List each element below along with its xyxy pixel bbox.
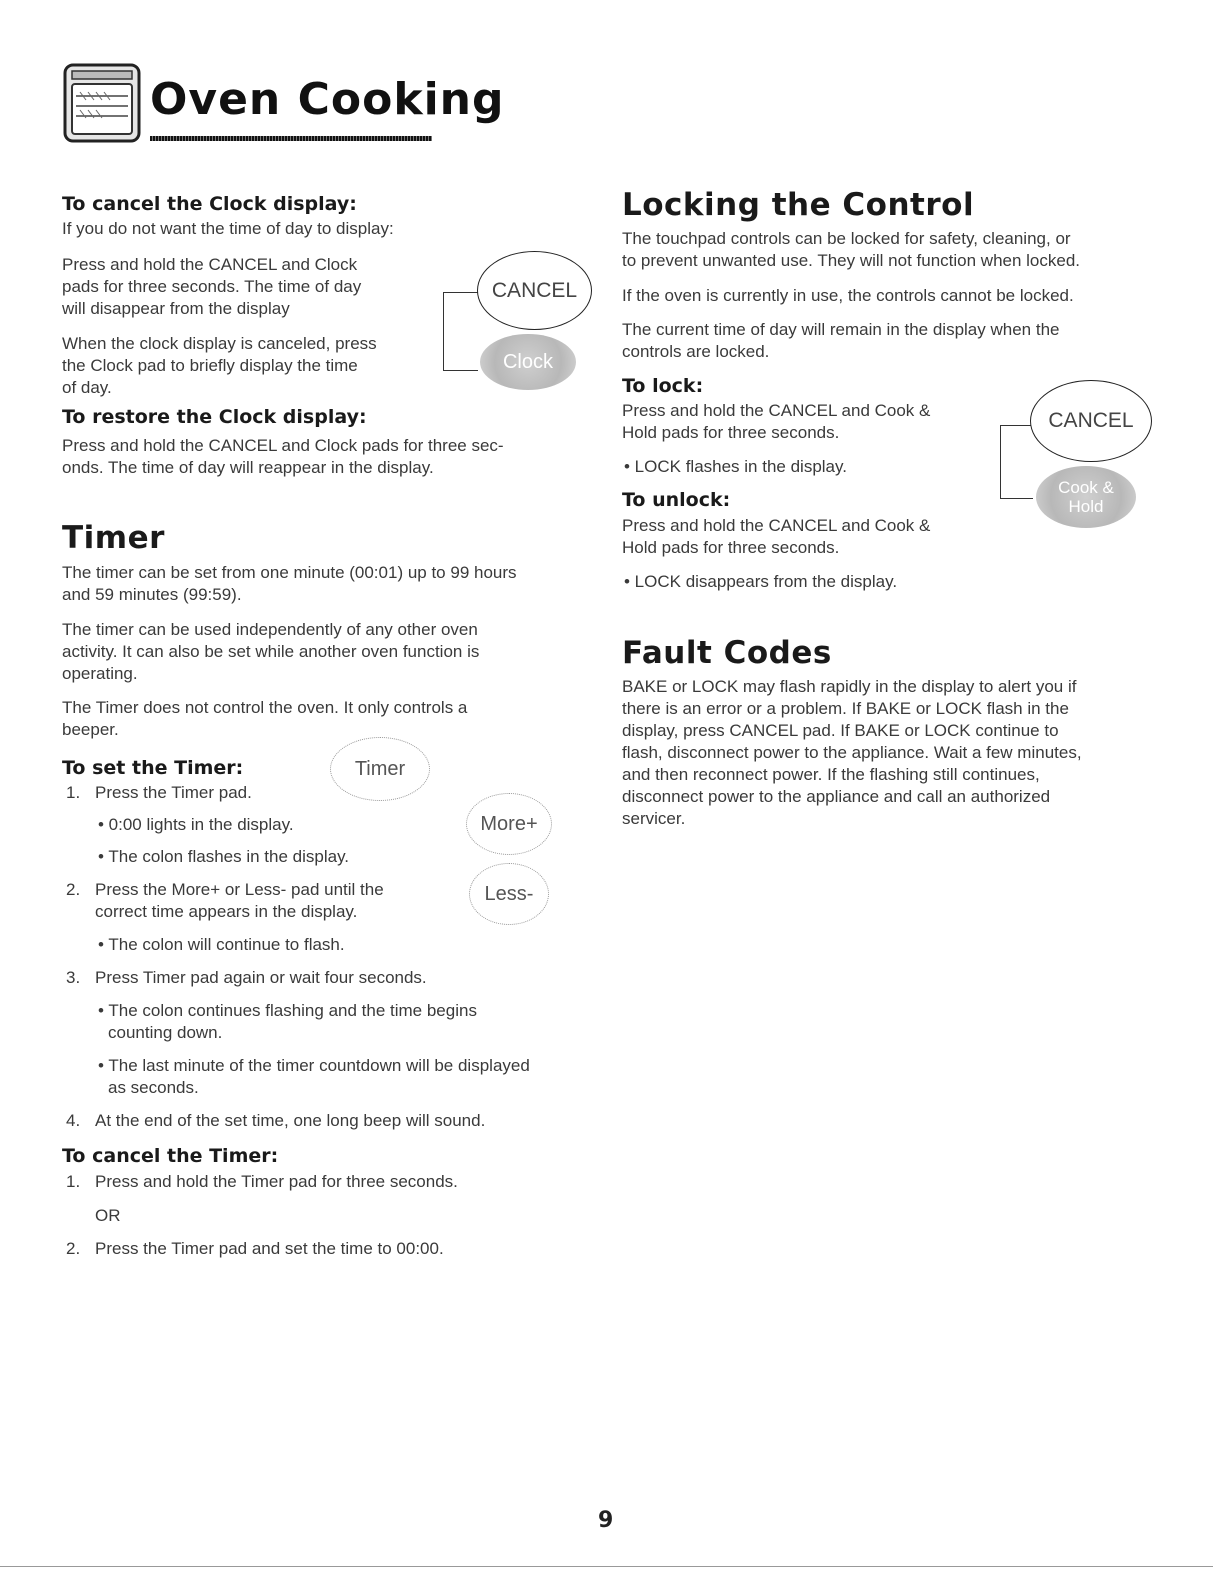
lock-cancel-pad bbox=[1030, 380, 1152, 462]
set-timer-step3-number: 3. bbox=[66, 968, 81, 987]
fault-codes-heading: Fault Codes bbox=[622, 635, 832, 671]
lock-bullet: • LOCK flashes in the display. bbox=[624, 457, 847, 476]
less-pad bbox=[469, 863, 549, 925]
set-timer-step1-bullet2: • The colon flashes in the display. bbox=[98, 847, 350, 866]
clock-pad-label: Clock bbox=[502, 350, 553, 373]
unlock-bullet: • LOCK disappears from the display. bbox=[624, 572, 898, 591]
set-timer-step3: Press Timer pad again or wait four seconds. bbox=[95, 968, 427, 987]
fault-line7: servicer. bbox=[622, 809, 686, 828]
cancel-clock-p1-line2: pads for three seconds. The time of day bbox=[62, 277, 362, 296]
lock-line1: Press and hold the CANCEL and Cook & bbox=[622, 401, 931, 420]
timer-heading: Timer bbox=[62, 520, 165, 556]
set-timer-step2-line2: correct time appears in the display. bbox=[95, 902, 358, 921]
fault-line1: BAKE or LOCK may flash rapidly in the display to alert you if bbox=[622, 677, 1077, 696]
set-timer-step4: At the end of the set time, one long beep will sound. bbox=[95, 1111, 486, 1130]
lock-heading: To lock: bbox=[622, 375, 704, 397]
cancel-clock-p1-line1: Press and hold the CANCEL and Clock bbox=[62, 255, 358, 274]
lock-cancel-pad-label: CANCEL bbox=[1048, 409, 1134, 432]
cancel-clock-p2-line1: When the clock display is canceled, press bbox=[62, 334, 377, 353]
set-timer-step1: Press the Timer pad. bbox=[95, 783, 252, 802]
cancel-clock-intro: If you do not want the time of day to display: bbox=[62, 219, 394, 238]
cancel-clock-heading: To cancel the Clock display: bbox=[62, 193, 357, 215]
page-number: 9 bbox=[598, 1508, 614, 1533]
footer-rule bbox=[0, 1566, 1213, 1567]
less-pad-label: Less- bbox=[484, 882, 534, 905]
set-timer-step3-bullet2-line1: • The last minute of the timer countdown will be displayed bbox=[98, 1056, 530, 1075]
set-timer-step3-bullet1-line2: counting down. bbox=[108, 1023, 223, 1042]
locking-p2: If the oven is currently in use, the controls cannot be locked. bbox=[622, 286, 1074, 305]
unlock-heading: To unlock: bbox=[622, 489, 731, 511]
more-pad bbox=[466, 793, 552, 855]
lock-line2: Hold pads for three seconds. bbox=[622, 423, 840, 442]
restore-clock-heading: To restore the Clock display: bbox=[62, 406, 367, 428]
cancel-timer-step1: Press and hold the Timer pad for three seconds. bbox=[95, 1172, 458, 1191]
fault-line3: display, press CANCEL pad. If BAKE or LOCK continue to bbox=[622, 721, 1059, 740]
cancel-timer-or: OR bbox=[95, 1206, 121, 1225]
cancel-timer-step2-number: 2. bbox=[66, 1239, 81, 1258]
timer-p3-line1: The Timer does not control the oven. It only controls a bbox=[62, 698, 468, 717]
timer-p2-line1: The timer can be used independently of any other oven bbox=[62, 620, 478, 639]
set-timer-step4-number: 4. bbox=[66, 1111, 81, 1130]
cancel-timer-step2: Press the Timer pad and set the time to 00:00. bbox=[95, 1239, 444, 1258]
timer-p2-line2: activity. It can also be set while another oven function is bbox=[62, 642, 480, 661]
cook-hold-pad-label-line2: Hold bbox=[1068, 497, 1104, 516]
timer-pad bbox=[330, 737, 430, 801]
timer-p2-line3: operating. bbox=[62, 664, 138, 683]
cancel-pad-label: CANCEL bbox=[491, 278, 578, 302]
unlock-line2: Hold pads for three seconds. bbox=[622, 538, 840, 557]
restore-clock-line1: Press and hold the CANCEL and Clock pads for three sec- bbox=[62, 436, 504, 455]
clock-pad bbox=[480, 334, 576, 390]
set-timer-step3-bullet1-line1: • The colon continues flashing and the time begins bbox=[98, 1001, 477, 1020]
locking-p1-line1: The touchpad controls can be locked for safety, cleaning, or bbox=[622, 229, 1071, 248]
page-title: Oven Cooking bbox=[150, 74, 505, 125]
fault-line2: there is an error or a problem. If BAKE or LOCK flash in the bbox=[622, 699, 1069, 718]
set-timer-step2-line1: Press the More+ or Less- pad until the bbox=[95, 880, 384, 899]
cancel-pad bbox=[477, 251, 592, 330]
cancel-clock-p2-line3: of day. bbox=[62, 378, 112, 397]
locking-p3-line2: controls are locked. bbox=[622, 342, 770, 361]
oven-icon bbox=[62, 62, 142, 144]
unlock-line1: Press and hold the CANCEL and Cook & bbox=[622, 516, 931, 535]
cancel-clock-p1-line3: will disappear from the display bbox=[62, 299, 290, 318]
title-underline bbox=[150, 136, 432, 141]
locking-p1-line2: to prevent unwanted use. They will not function when locked. bbox=[622, 251, 1081, 270]
timer-p3-line2: beeper. bbox=[62, 720, 119, 739]
cancel-timer-heading: To cancel the Timer: bbox=[62, 1145, 279, 1167]
lock-pad-bracket bbox=[1000, 425, 1033, 499]
timer-p1-line1: The timer can be set from one minute (00:01) up to 99 hours bbox=[62, 563, 517, 582]
locking-p3-line1: The current time of day will remain in the display when the bbox=[622, 320, 1060, 339]
fault-line6: disconnect power to the appliance and call an authorized bbox=[622, 787, 1051, 806]
fault-line4: flash, disconnect power to the appliance. Wait a few minutes, bbox=[622, 743, 1082, 762]
set-timer-step3-bullet2-line2: as seconds. bbox=[108, 1078, 199, 1097]
locking-heading: Locking the Control bbox=[622, 187, 975, 223]
more-pad-label: More+ bbox=[480, 812, 538, 835]
pad-bracket bbox=[443, 292, 478, 371]
cook-hold-pad-label-line1: Cook & bbox=[1058, 478, 1114, 497]
set-timer-step1-number: 1. bbox=[66, 783, 81, 802]
fault-line5: and then reconnect power. If the flashing still continues, bbox=[622, 765, 1040, 784]
cook-hold-pad bbox=[1036, 466, 1136, 528]
restore-clock-line2: onds. The time of day will reappear in the display. bbox=[62, 458, 434, 477]
timer-p1-line2: and 59 minutes (99:59). bbox=[62, 585, 242, 604]
set-timer-heading: To set the Timer: bbox=[62, 757, 244, 779]
set-timer-step1-bullet1: • 0:00 lights in the display. bbox=[98, 815, 294, 834]
cancel-clock-p2-line2: the Clock pad to briefly display the time bbox=[62, 356, 358, 375]
cancel-timer-step1-number: 1. bbox=[66, 1172, 81, 1191]
set-timer-step2-bullet1: • The colon will continue to flash. bbox=[98, 935, 345, 954]
set-timer-step2-number: 2. bbox=[66, 880, 81, 899]
timer-pad-label: Timer bbox=[354, 757, 406, 780]
